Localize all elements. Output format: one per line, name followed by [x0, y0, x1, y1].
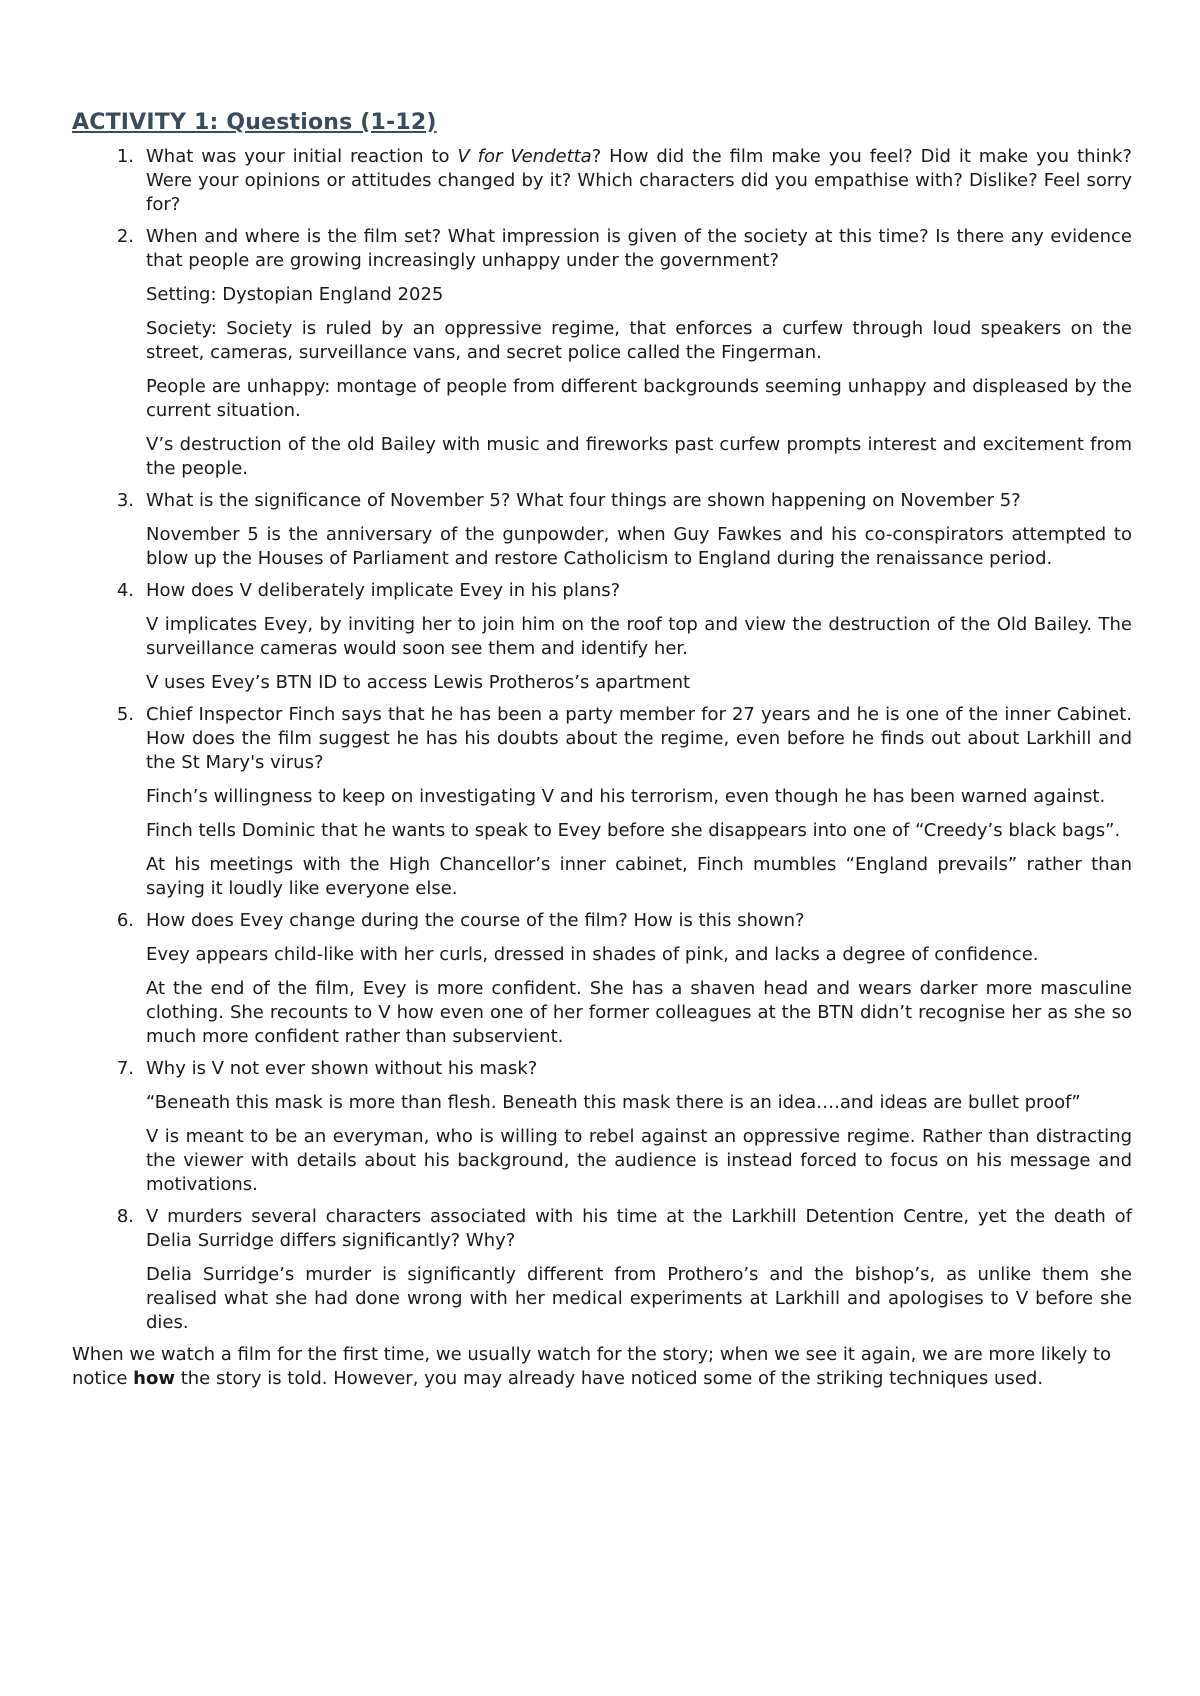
question-number: 8. — [116, 1206, 134, 1227]
question-text: V murders several characters associated with his time at the Larkhill Detention Centre, yet the death of Delia Surridge differs significantly? Why? — [146, 1206, 1132, 1251]
answer-paragraph: Finch tells Dominic that he wants to speak to Evey before she disappears into one of “Creedy’s black bags”. — [146, 820, 1121, 841]
question-number: 7. — [116, 1058, 134, 1079]
film-title: V for Vendetta — [457, 146, 592, 167]
activity-heading: ACTIVITY 1: Questions (1-12) — [72, 110, 437, 135]
answer-paragraph: Evey appears child-like with her curls, dressed in shades of pink, and lacks a degree of confidence. — [146, 944, 1039, 965]
question-number: 4. — [116, 580, 134, 601]
question-text: How does V deliberately implicate Evey in his plans? — [146, 580, 621, 601]
answer-paragraph: V implicates Evey, by inviting her to join him on the roof top and view the destruction of the Old Bailey. The surveillance cameras would soon see them and identify her. — [146, 614, 1132, 659]
footer-paragraph — [72, 1343, 1132, 1391]
answer-paragraph: V uses Evey’s BTN ID to access Lewis Protheros’s apartment — [146, 672, 691, 693]
answer-paragraph: November 5 is the anniversary of the gunpowder, when Guy Fawkes and his co-conspirators attempted to blow up the Houses of Parliament and restore Catholicism to England during the renaissance period. — [146, 524, 1132, 569]
question-text: Chief Inspector Finch says that he has been a party member for 27 years and he is one of the inner Cabinet. How does the film suggest he has his doubts about the regime, even before he finds out about Larkhill and the St Mary's virus? — [146, 704, 1132, 773]
answer-paragraph: Delia Surridge’s murder is significantly different from Prothero’s and the bishop’s, as unlike them she realised what she had done wrong with her medical experiments at Larkhill and apologises to V before she dies. — [146, 1264, 1132, 1333]
footer-text-part: When we watch a film for the first time, we usually watch for the story; when we see it again, we are more likely to notice — [72, 1344, 1112, 1389]
question-text: Why is V not ever shown without his mask? — [146, 1058, 538, 1079]
question-item-5 — [72, 703, 1132, 901]
question-number: 2. — [116, 226, 134, 247]
question-text: How does Evey change during the course of the film? How is this shown? — [146, 910, 805, 931]
answer-paragraph: “Beneath this mask is more than flesh. Beneath this mask there is an idea….and ideas are bullet proof” — [146, 1092, 1081, 1113]
question-item-7 — [72, 1057, 1132, 1197]
answer-paragraph: Setting: Dystopian England 2025 — [146, 284, 444, 305]
answer-paragraph: People are unhappy: montage of people from different backgrounds seeming unhappy and displeased by the current situation. — [146, 376, 1132, 421]
question-text: What is the significance of November 5? What four things are shown happening on November 5? — [146, 490, 1021, 511]
question-item-3 — [72, 489, 1132, 571]
answer-paragraph: V is meant to be an everyman, who is willing to rebel against an oppressive regime. Rather than distracting the viewer with details about his background, the audience is instead forced to focus on his message and motivations. — [146, 1126, 1132, 1195]
answer-paragraph: Society: Society is ruled by an oppressive regime, that enforces a curfew through loud speakers on the street, cameras, surveillance vans, and secret police called the Fingerman. — [146, 318, 1132, 363]
question-text-part: ? How did the film make you feel? Did it make you think? Were your opinions or attitudes changed by it? Which characters did you empathise with? Dislike? Feel sorry for? — [146, 146, 1132, 215]
answer-paragraph: At the end of the film, Evey is more confident. She has a shaven head and wears darker more masculine clothing. She recounts to V how even one of her former colleagues at the BTN didn’t recognise her as she so much more confident rather than subservient. — [146, 978, 1132, 1047]
footer-emphasis: how — [133, 1368, 175, 1389]
question-number: 1. — [116, 146, 134, 167]
question-item-4 — [72, 579, 1132, 695]
footer-text-part: the story is told. However, you may already have noticed some of the striking techniques used. — [174, 1368, 1044, 1389]
question-number: 3. — [116, 490, 134, 511]
question-item-6 — [72, 909, 1132, 1049]
question-item-2 — [72, 225, 1132, 481]
question-number: 5. — [116, 704, 134, 725]
answer-paragraph: At his meetings with the High Chancellor’s inner cabinet, Finch mumbles “England prevails” rather than saying it loudly like everyone else. — [146, 854, 1132, 899]
questions-list — [72, 145, 1132, 1335]
question-text — [146, 145, 1132, 217]
question-text: When and where is the film set? What impression is given of the society at this time? Is there any evidence that people are growing increasingly unhappy under the government? — [146, 226, 1132, 271]
question-item-1 — [72, 145, 1132, 217]
answer-paragraph: V’s destruction of the old Bailey with music and fireworks past curfew prompts interest and excitement from the people. — [146, 434, 1132, 479]
document-page — [72, 110, 1132, 1391]
question-item-8 — [72, 1205, 1132, 1335]
question-text-part: What was your initial reaction to — [146, 146, 458, 167]
question-number: 6. — [116, 910, 134, 931]
answer-paragraph: Finch’s willingness to keep on investigating V and his terrorism, even though he has been warned against. — [146, 786, 1106, 807]
